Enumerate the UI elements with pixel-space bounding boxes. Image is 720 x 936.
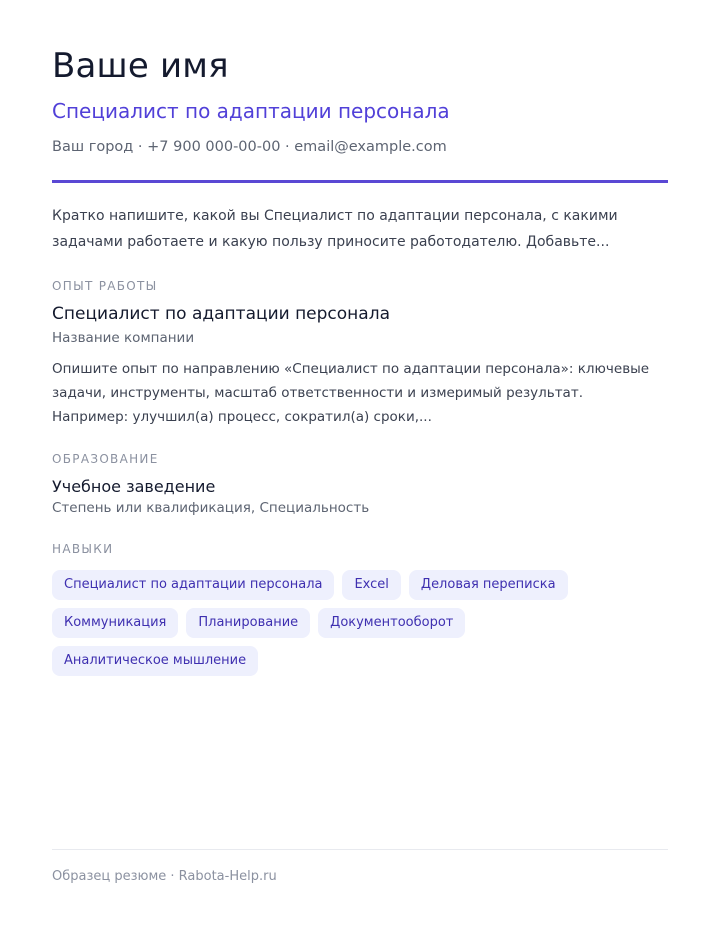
candidate-role: Специалист по адаптации персонала (52, 99, 450, 123)
experience-company: Название компании (52, 330, 195, 346)
skill-chip: Excel (342, 570, 400, 600)
skill-chip: Деловая переписка (409, 570, 568, 600)
experience-description: Опишите опыт по направлению «Специалист по адаптации персонала»: ключевые задачи, инструменты, масштаб ответственности и измеримый результат. Например: улучшил(а) процесс, сократил(а) сроки,... (52, 361, 650, 425)
experience-job-title: Специалист по адаптации персонала (52, 304, 390, 324)
skills-list (52, 570, 672, 676)
header-divider (52, 180, 668, 183)
contact-line: Ваш город · +7 900 000-00-00 · email@example.com (52, 139, 447, 155)
skill-chip: Документооборот (318, 608, 465, 638)
skill-chip: Коммуникация (52, 608, 178, 638)
skill-chip: Аналитическое мышление (52, 646, 258, 676)
skill-chip: Специалист по адаптации персонала (52, 570, 334, 600)
section-title-education: ОБРАЗОВАНИЕ (52, 452, 159, 466)
education-institution: Учебное заведение (52, 477, 216, 496)
skill-chip: Планирование (186, 608, 310, 638)
education-degree: Степень или квалификация, Специальность (52, 500, 370, 516)
candidate-name: Ваше имя (52, 46, 229, 86)
section-title-experience: ОПЫТ РАБОТЫ (52, 279, 158, 293)
footer-divider (52, 849, 668, 850)
summary-text: Кратко напишите, какой вы Специалист по адаптации персонала, с какими задачами работаете и какую пользу приносите работодателю. Добавьте... (52, 208, 618, 250)
section-title-skills: НАВЫКИ (52, 542, 114, 556)
footer-text: Образец резюме · Rabota-Help.ru (52, 869, 277, 884)
